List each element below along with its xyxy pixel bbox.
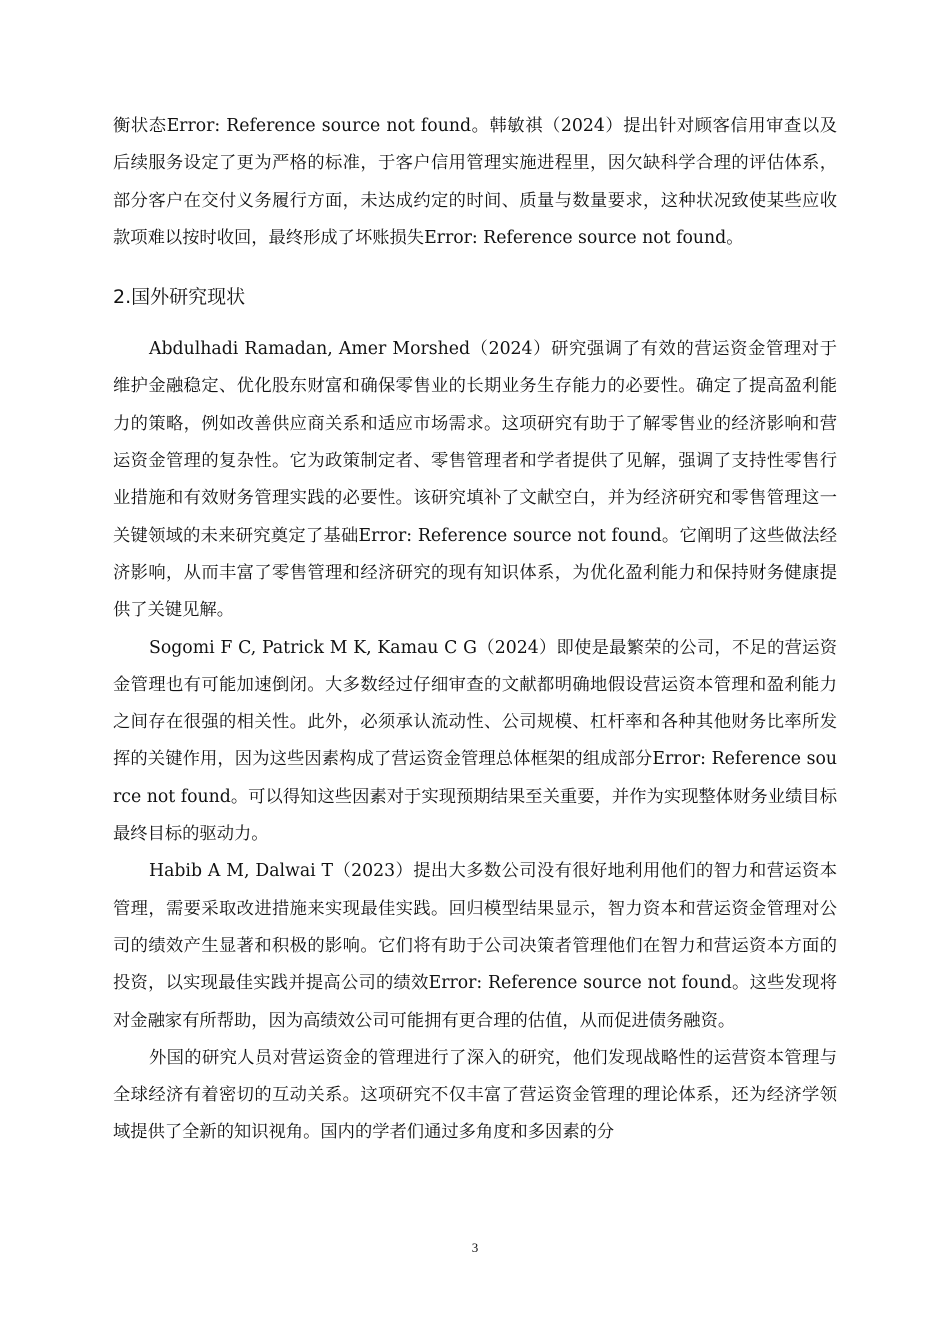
- paragraph-sogomi: Sogomi F C, Patrick M K, Kamau C G（2024）即使是最繁荣的公司，不足的营运资金管理也有可能加速倒闭。大多数经过仔细审查的文献都明确地假设营运资本管理和盈利能力之间存在很强的相关性。此外，必须承认流动性、公司规模、杠杆率和各种其他财务比率所发挥的关键作用，因为这些因素构成了营运资金管理总体框架的组成部分Error: Reference source not found。可以得知这些因素对于实现预期结果至关重要，并作为实现整体财务业绩目标最终目标的驱动力。: [113, 637, 837, 845]
- section-heading: 2.国外研究现状: [113, 286, 246, 309]
- page-number: 3: [471, 1240, 479, 1255]
- paragraph-summary: 外国的研究人员对营运资金的管理进行了深入的研究，他们发现战略性的运营资本管理与全球经济有着密切的互动关系。这项研究不仅丰富了营运资金管理的理论体系，还为经济学领域提供了全新的知识视角。国内的学者们通过多角度和多因素的分: [113, 1047, 837, 1143]
- paragraph-ramadan: Abdulhadi Ramadan, Amer Morshed（2024）研究强调了有效的营运资金管理对于维护金融稳定、优化股东财富和确保零售业的长期业务生存能力的必要性。确定了提高盈利能力的策略，例如改善供应商关系和适应市场需求。这项研究有助于了解零售业的经济影响和营运资金管理的复杂性。它为政策制定者、零售管理者和学者提供了见解，强调了支持性零售行业措施和有效财务管理实践的必要性。该研究填补了文献空白，并为经济研究和零售管理这一关键领域的未来研究奠定了基础Error: Reference source not found。它阐明了这些做法经济影响，从而丰富了零售管理和经济研究的现有知识体系，为优化盈利能力和保持财务健康提供了关键见解。: [113, 339, 837, 621]
- paragraph-habib: Habib A M, Dalwai T（2023）提出大多数公司没有很好地利用他们的智力和营运资本管理，需要采取改进措施来实现最佳实践。回归模型结果显示，智力资本和营运资金管理对公司的绩效产生显著和积极的影响。它们将有助于公司决策者管理他们在智力和营运资本方面的投资，以实现最佳实践并提高公司的绩效Error: Reference source not found。这些发现将对金融家有所帮助，因为高绩效公司可能拥有更合理的估值，从而促进债务融资。: [113, 861, 837, 1031]
- intro-paragraph: 衡状态Error: Reference source not found。韩敏祺（2024）提出针对顾客信用审查以及后续服务设定了更为严格的标准，于客户信用管理实施进程里，因欠缺科学合理的评估体系，部分客户在交付义务履行方面，未达成约定的时间、质量与数量要求，这种状况致使某些应收款项难以按时收回，最终形成了坏账损失Error: Reference source not found。: [113, 116, 837, 248]
- document-body: [113, 108, 837, 1152]
